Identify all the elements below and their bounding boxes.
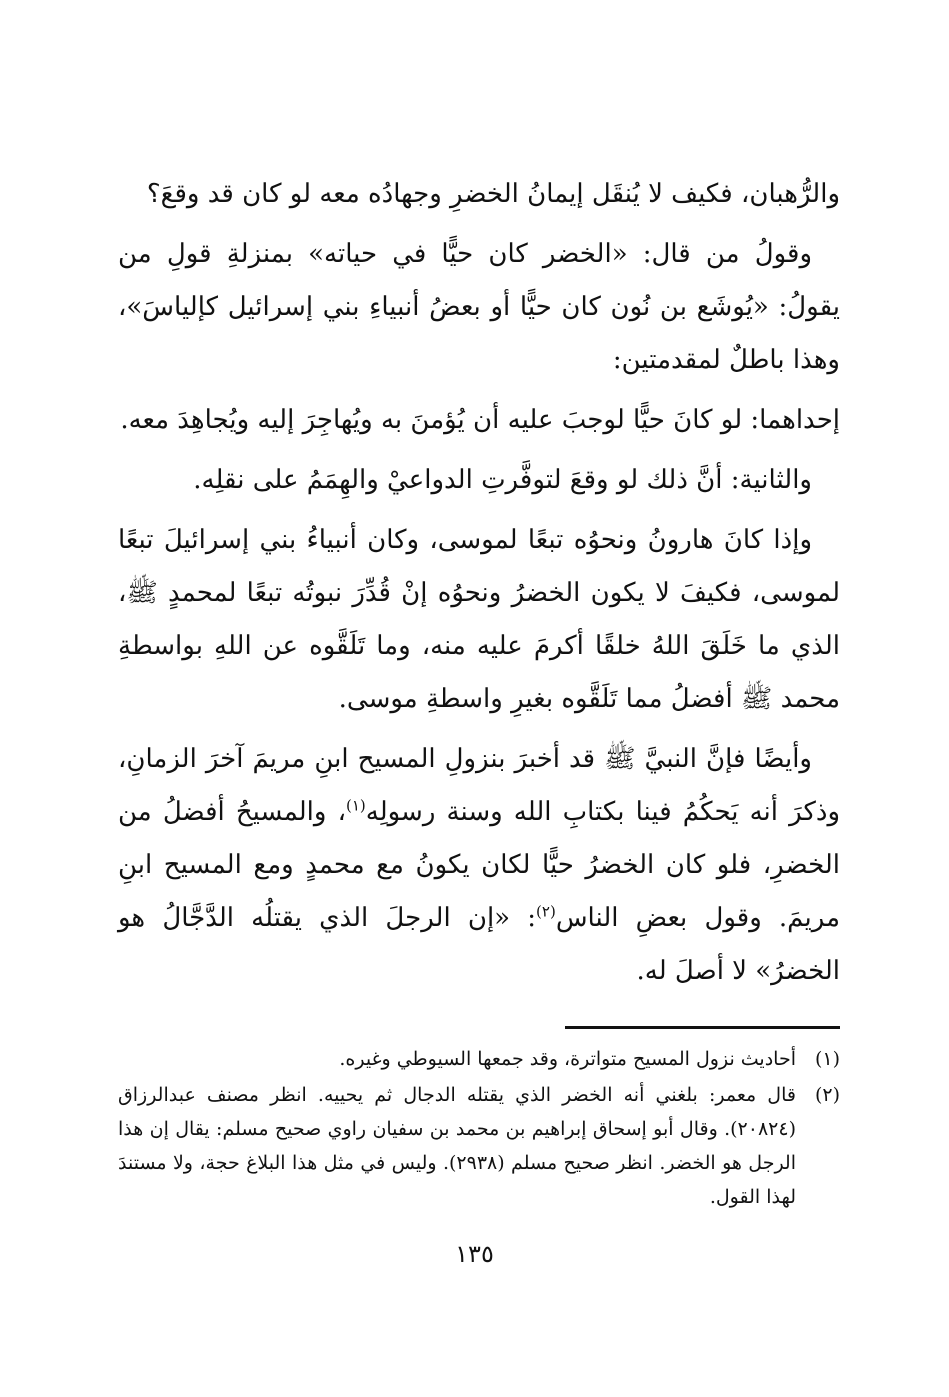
footnote-marker-2: (٢)	[536, 902, 556, 921]
paragraph-6-part-1: وأيضًا فإنَّ النبيَّ ﷺ قد أخبرَ بنزولِ المسيح ابنِ مريمَ آخرَ الزمانِ، وذكرَ أنه يَحكُمُ فينا بكتابِ الله وسنة رسولِه	[118, 744, 841, 827]
footnote-text: قال معمر: بلغني أنه الخضر الذي يقتله الدجال ثم يحييه. انظر مصنف عبدالرزاق (٢٠٨٢٤). وقال أبو إسحاق إبراهيم بن محمد بن سفيان راوي صحيح مسلم: يقال إن هذا الرجل هو الخضر. انظر صحيح مسلم (٢٩٣٨). وليس في مثل هذا البلاغ حجة، ولا مستندَ لهذا القول.	[118, 1084, 796, 1208]
footnote-number: (١)	[814, 1048, 840, 1070]
footnote-number: (٢)	[814, 1084, 840, 1106]
footnote-2	[118, 1078, 840, 1214]
paragraph-5: وإذا كانَ هارونُ ونحوُه تبعًا لموسى، وكان أنبياءُ بني إسرائيلَ تبعًا لموسى، فكيفَ لا يكون الخضرُ ونحوُه إنْ قُدِّرَ نبوتُه تبعًا لمحمدٍ ﷺ، الذي ما خَلَقَ اللهُ خلقًا أكرمَ عليه منه، وما تَلَقَّوه عن اللهِ بواسطةِ محمد ﷺ أفضلُ مما تَلَقَّوه بغيرِ واسطةِ موسى.	[118, 525, 840, 714]
paragraph-6-part-2: ، والمسيحُ أفضلُ من الخضرِ، فلو كان الخضرُ حيًّا لكان يكونُ مع محمدٍ ومع المسيح ابنِ مريمَ. وقول بعضِ الناس	[118, 797, 840, 933]
paragraph-3: إحداهما: لو كانَ حيًّا لوجبَ عليه أن يُؤمنَ به ويُهاجِرَ إليه ويُجاهِدَ معه.	[120, 405, 840, 435]
footnote-text: أحاديث نزول المسيح متواترة، وقد جمعها السيوطي وغيره.	[339, 1048, 796, 1070]
footnote-1	[118, 1042, 840, 1076]
main-text	[118, 168, 840, 1005]
footnote-separator	[565, 1026, 840, 1029]
footnote-marker-1: (١)	[345, 796, 366, 815]
paragraph-6	[118, 733, 840, 998]
paragraph-4: والثانية: أنَّ ذلك لو وقعَ لتوفَّرتِ الدواعيْ والهِمَمُ على نقلِه.	[193, 465, 812, 495]
footnotes	[118, 1042, 840, 1216]
paragraph-6-part-3: : «إن الرجلَ الذي يقتلُه الدَّجَّالُ هو الخضرُ» لا أصلَ له.	[118, 903, 840, 986]
paragraph-1: والرُّهبان، فكيف لا يُنقَل إيمانُ الخضرِ وجهادُه معه لو كان قد وقعَ؟	[146, 179, 840, 209]
paragraph-2: وقولُ من قال: «الخضر كان حيًّا في حياته» بمنزلةِ قولِ من يقولُ: «يُوشَع بن نُون كان حيًّا أو بعضُ أنبياءِ بني إسرائيل كإلياسَ»، وهذا باطلٌ لمقدمتين:	[118, 239, 840, 375]
page-number: ١٣٥	[455, 1240, 494, 1268]
